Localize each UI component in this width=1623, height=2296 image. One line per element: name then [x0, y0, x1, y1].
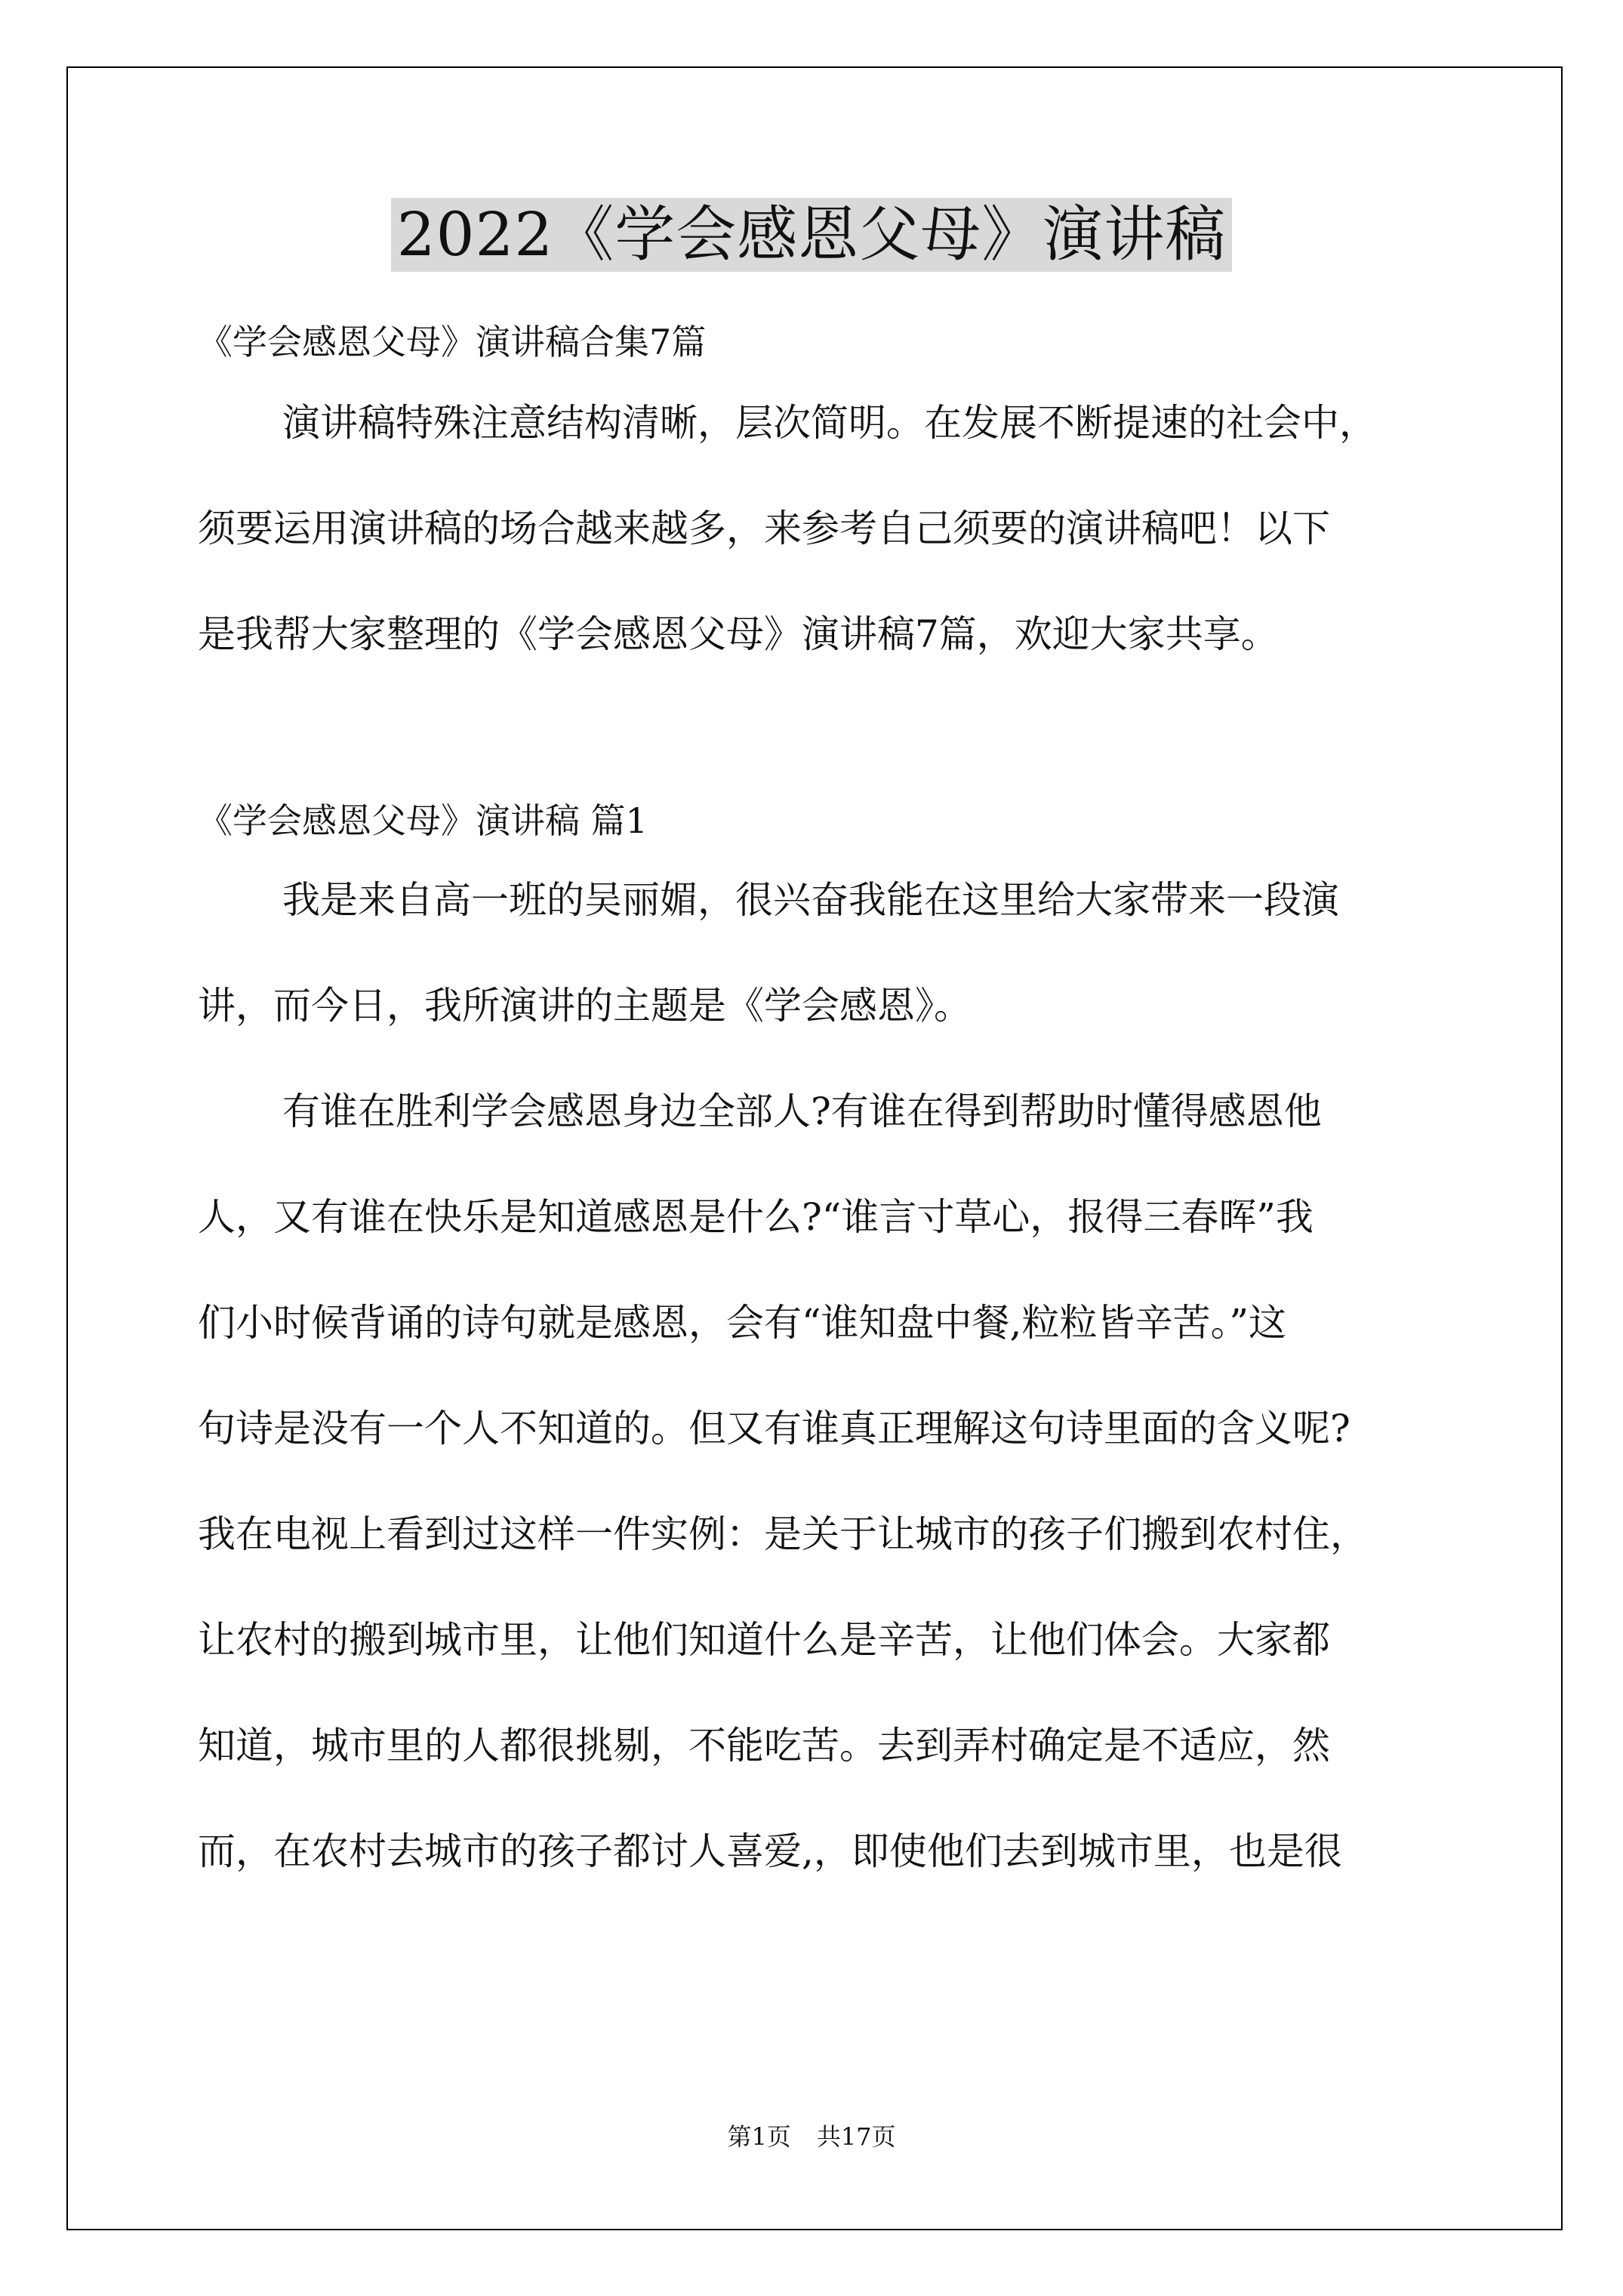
- para2-line-8: 而，在农村去城市的孩子都讨人喜爱,，即使他们去到城市里，也是很: [198, 1829, 1342, 1873]
- para2-line-6: 让农村的搬到城市里，让他们知道什么是辛苦，让他们体会。大家都: [198, 1618, 1330, 1662]
- page-number: 第1页: [727, 2122, 791, 2151]
- para1-line-2: 讲，而今日，我所演讲的主题是《学会感恩》。: [198, 984, 972, 1028]
- para2-line-4: 句诗是没有一个人不知道的。但又有谁真正理解这句诗里面的含义呢?: [198, 1407, 1350, 1450]
- intro-line-2: 须要运用演讲稿的场合越来越多，来参考自己须要的演讲稿吧！以下: [198, 507, 1330, 550]
- para2-line-2: 人，又有谁在快乐是知道感恩是什么?“谁言寸草心，报得三春晖”我: [198, 1195, 1313, 1239]
- para2-line-7: 知道，城市里的人都很挑剔，不能吃苦。去到弄村确定是不适应，然: [198, 1724, 1330, 1767]
- intro-line-3: 是我帮大家整理的《学会感恩父母》演讲稿7篇，欢迎大家共享。: [198, 612, 1279, 656]
- para2-line-1: 有谁在胜利学会感恩身边全部人?有谁在得到帮助时懂得感恩他: [282, 1089, 1322, 1133]
- page-border: [66, 66, 1563, 2230]
- page-total: 共17页: [816, 2122, 896, 2151]
- document-title: 2022《学会感恩父母》演讲稿: [391, 198, 1233, 272]
- para2-line-3: 们小时候背诵的诗句就是感恩，会有“谁知盘中餐,粒粒皆辛苦。”这: [198, 1301, 1287, 1345]
- para1-line-1: 我是来自高一班的吴丽媚，很兴奋我能在这里给大家带来一段演: [282, 878, 1339, 922]
- intro-line-1: 演讲稿特殊注意结构清晰，层次简明。在发展不断提速的社会中，: [282, 401, 1377, 445]
- para2-line-5: 我在电视上看到过这样一件实例：是关于让城市的孩子们搬到农村住，: [198, 1512, 1368, 1556]
- collection-heading: 《学会感恩父母》演讲稿合集7篇: [198, 322, 707, 362]
- page-footer: [0, 2122, 1623, 2152]
- title-container: [0, 198, 1623, 272]
- section-heading: 《学会感恩父母》演讲稿 篇1: [198, 800, 648, 841]
